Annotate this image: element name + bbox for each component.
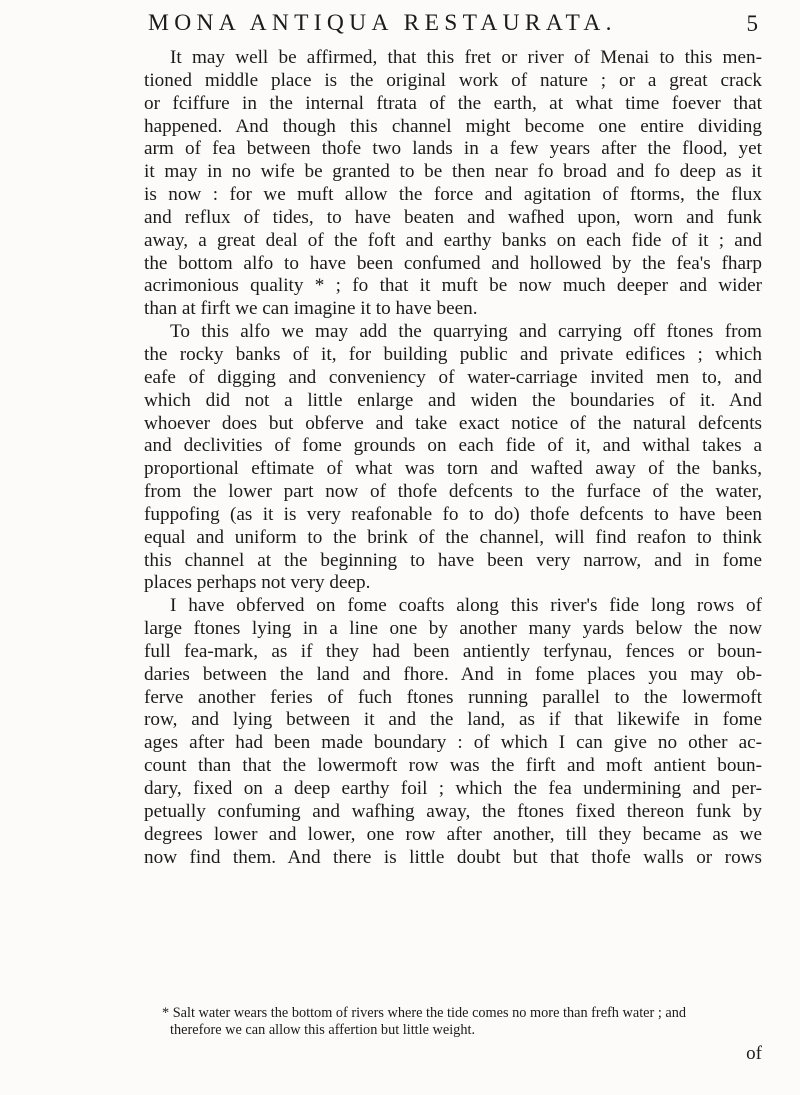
text-line: I have obferved on fome coafts along this river's fide long rows of [170, 595, 762, 617]
body-text [144, 47, 762, 869]
text-line: whoever does but obferve and take exact notice of the natural defcents [144, 412, 762, 434]
text-line: degrees lower and lower, one row after another, till they became as we [144, 823, 762, 845]
text-line: daries between the land and fhore. And in fome places you may ob- [144, 663, 762, 685]
text-line: away, a great deal of the foft and earthy banks on each fide of it ; and [144, 229, 762, 251]
text-line: petually confuming and wafhing away, the ftones fixed thereon funk by [144, 800, 762, 822]
text-line: or fciffure in the internal ftrata of the earth, at what time foever that [144, 92, 762, 114]
text-line: equal and uniform to the brink of the channel, will find reafon to think [144, 526, 762, 548]
text-line: fuppofing (as it is very reafonable fo to do) thofe defcents to have been [144, 503, 762, 525]
text-line: count than that the lowermoft row was the firft and moft antient boun- [144, 755, 762, 777]
text-line: is now : for we muft allow the force and agitation of ftorms, the flux [144, 184, 762, 206]
text-line: and reflux of tides, to have beaten and wafhed upon, worn and funk [144, 206, 762, 228]
text-line: from the lower part now of thofe defcents to the furface of the water, [144, 481, 762, 503]
text-line: proportional eftimate of what was torn and wafted away of the banks, [144, 458, 762, 480]
text-line: which did not a little enlarge and widen the boundaries of it. And [144, 389, 762, 411]
text-line: the bottom alfo to have been confumed and hollowed by the fea's fharp [144, 252, 762, 274]
text-line: than at firft we can imagine it to have been. [144, 298, 478, 320]
text-line: tioned middle place is the original work of nature ; or a great crack [144, 69, 762, 91]
text-line: dary, fixed on a deep earthy foil ; which the fea undermining and per- [144, 778, 762, 799]
text-line: this channel at the beginning to have been very narrow, and in fome [144, 549, 762, 571]
page-number: 5 [746, 11, 758, 36]
text-line: happened. And though this channel might become one entire dividing [144, 115, 762, 137]
text-line: now find them. And there is little doubt but that thofe walls or rows [144, 846, 762, 868]
text-line: full fea-mark, as if they had been antiently terfynau, fences or boun- [144, 640, 762, 662]
running-head [148, 10, 758, 46]
footnote [162, 1005, 762, 1039]
text-line: To this alfo we may add the quarrying and carrying off ftones from [170, 321, 762, 343]
text-line: arm of fea between thofe two lands in a few years after the flood, yet [144, 138, 762, 160]
text-line: acrimonious quality * ; fo that it muft be now much deeper and wider [144, 275, 762, 297]
text-line: row, and lying between it and the land, as if that likewife in fome [144, 709, 762, 731]
text-line: the rocky banks of it, for building public and private edifices ; which [144, 343, 762, 365]
running-title: MONA ANTIQUA RESTAURATA. [148, 10, 617, 36]
text-line: eafe of digging and conveniency of water-carriage invited men to, and [144, 366, 762, 388]
footnote-line: therefore we can allow this affertion but little weight. [170, 1022, 476, 1038]
text-line: ferve another feries of fuch ftones running parallel to the lowermoft [144, 686, 762, 708]
text-line: ages after had been made boundary : of which I can give no other ac- [144, 732, 762, 754]
footnote-line: * Salt water wears the bottom of rivers where the tide comes no more than frefh water ; and [162, 1005, 687, 1021]
text-line: and declivities of fome grounds on each fide of it, and withal takes a [144, 435, 762, 457]
text-line: large ftones lying in a line one by another many yards below the now [144, 618, 762, 640]
text-line: places perhaps not very deep. [144, 572, 371, 594]
text-line: it may in no wife be granted to be then near fo broad and fo deep as it [144, 161, 762, 183]
text-line: It may well be affirmed, that this fret or river of Menai to this men- [170, 47, 762, 68]
catchword: of [746, 1043, 762, 1064]
